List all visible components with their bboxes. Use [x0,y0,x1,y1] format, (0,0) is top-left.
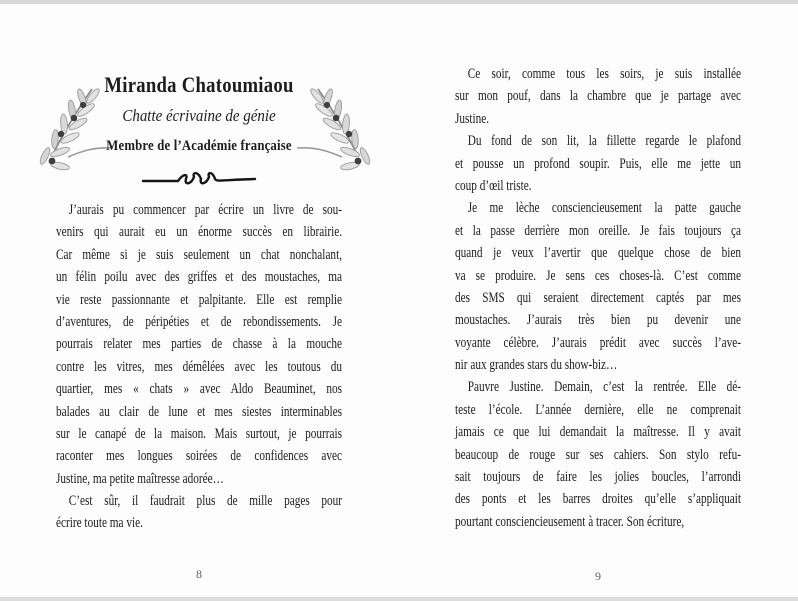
text-line: et pousse un profond soupir. Puis, elle me jette un [455,155,742,172]
right-page-text [455,63,741,533]
text-line: C’est sûr, il faudrait plus de mille pages pour [68,493,343,510]
page-number: 8 [196,567,202,581]
text-line: sait toujours de faire les jolies boucles, l’arrondi [455,469,742,486]
text-line: teste l’école. L’année dernière, elle ne comprenait [455,401,742,418]
text-line: Je me lèche consciencieusement la patte gauche [467,200,742,217]
text-line: beaucoup de rouge sur ses cahiers. Son stylo refu- [455,446,742,463]
text-line: et la passe derrière mon oreille. Je fais toujours ça [455,222,742,239]
text-line: Justine, ma petite maîtresse adorée… [56,470,224,487]
author-affiliation: Membre de l’Académie française [106,138,292,154]
text-line: pourrais relater mes parties de chasse à la mouche [56,336,343,353]
rope-knot-divider-icon [141,171,257,194]
text-line: contre les vitres, mes démêlées avec les toutous du [56,358,343,375]
text-line: des ponts et les barres droites qu’elle s’appliquait [455,491,742,508]
author-name: Miranda Chatoumiaou [104,72,294,97]
author-role: Chatte écrivaine de génie [122,106,276,125]
text-line: un félin poilu avec des griffes et des moustaches, ma [56,269,343,286]
text-line: des SMS qui seraient directement captés par mes [455,289,742,306]
page-number: 9 [595,569,601,583]
text-line: venirs qui aurait eu un énorme succès en librairie. [56,224,343,241]
text-line: Car même si je suis seulement un chat nonchalant, [56,246,343,263]
left-page-text [56,199,342,535]
text-line: Du fond de son lit, la fillette regarde le plafond [467,133,742,150]
text-line: d’aventures, de péripéties et de rebondissements. Je [56,313,343,330]
text-line: va se produire. Je sens ces choses-là. C’est comme [455,267,742,284]
olive-branch-icon [296,84,380,181]
text-line: Justine. [455,110,490,127]
text-line: quand je veux l’avertir que quelque chose de bien [455,245,742,262]
text-line: balades au clair de lune et mes siestes interminables [56,403,343,420]
text-line: moustaches. J’aurais très bien pu devenir une [455,312,742,329]
scan-edge-top [0,0,798,4]
text-line: écrire toute ma vie. [56,515,143,532]
text-line: nir aux grandes stars du show-biz… [455,357,618,374]
text-line: Ce soir, comme tous les soirs, je suis installée [467,66,742,82]
olive-branch-icon [30,84,114,181]
text-line: voyante célèbre. J’aurais prédit avec succès l’ave- [455,334,742,351]
scan-edge-bottom [0,597,798,601]
text-line: J’aurais pu commencer par écrire un livre de sou- [68,202,343,218]
text-line: raconter mes longues soirées de confidences avec [56,448,343,465]
text-line: jamais ce que lui demandait la maîtresse. Il y avait [455,424,742,441]
text-line: vie reste passionnante et palpitante. Elle est remplie [56,291,343,308]
text-line: sur mon pouf, dans la chambre que je partage avec [455,88,742,105]
text-line: pourtant consciencieusement à tracer. Son écriture, [455,513,685,530]
text-line: coup d’œil triste. [455,177,532,194]
text-line: sur le canapé de la maison. Mais surtout, je pourrais [56,425,343,442]
text-line: Pauvre Justine. Demain, c’est la rentrée. Elle dé- [467,379,742,396]
text-line: quartier, mes « chats » avec Aldo Beauminet, nos [56,381,343,398]
